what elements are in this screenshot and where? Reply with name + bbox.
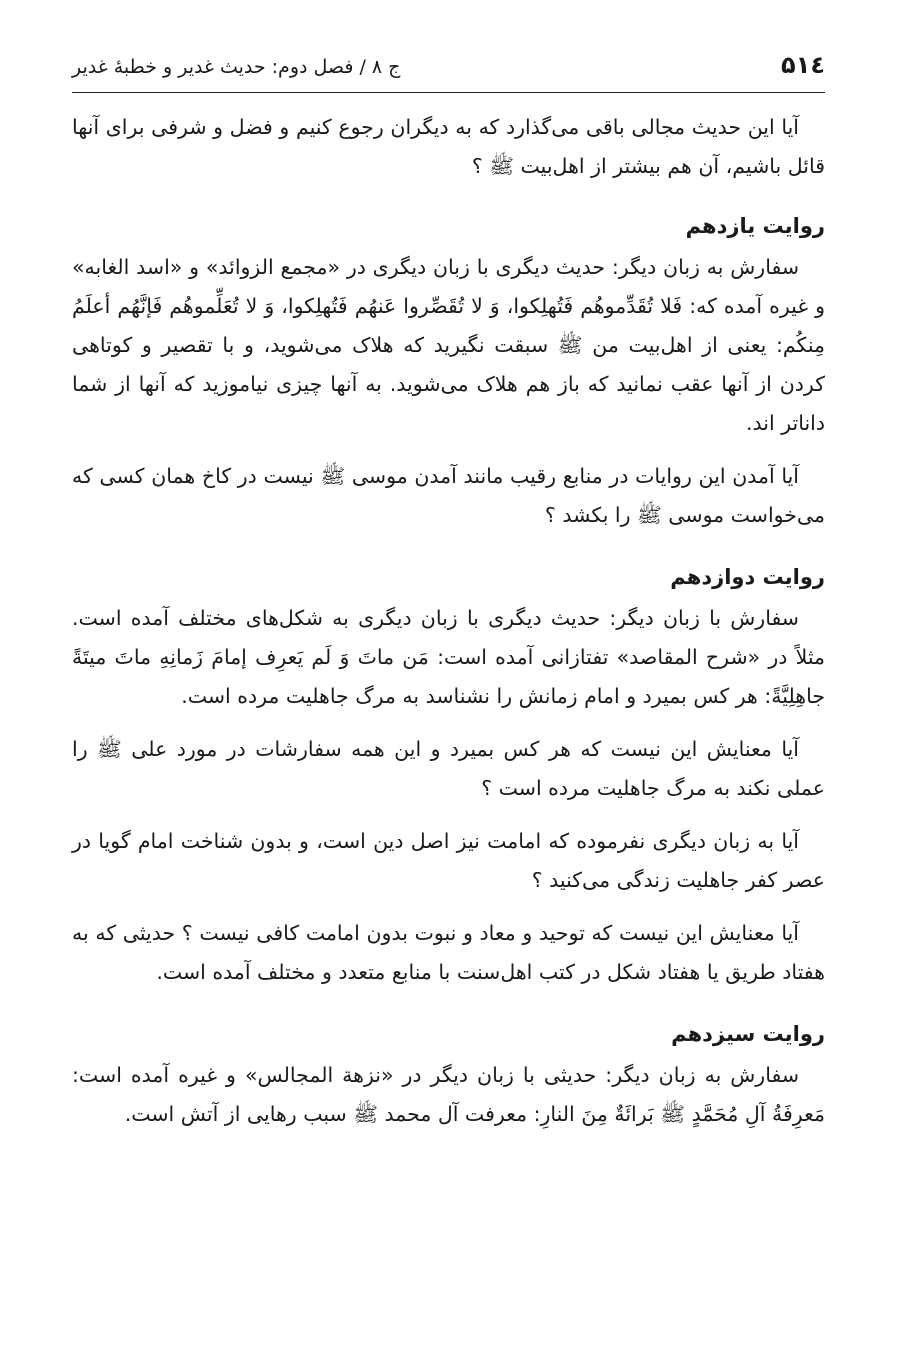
paragraph-6: آیا به زبان دیگری نفرموده که امامت نیز اصل دین است، و بدون شناخت امام گویا در عصر کفر جاهلیت زندگی می‌کنید ؟	[72, 829, 825, 892]
paragraph-2: سفارش به زبان دیگر: حدیث دیگری با زبان دیگری در «مجمع الزوائد» و «اسد الغابه» و غیره آمده که: فَلا تُقَدِّموهُم فَتُهلِکوا، وَ لا تُقَصِّروا عَنهُم فَتُهلِکوا، وَ لا تُعَلِّموهُم فَإنَّهُم أعلَمُ مِنکُم: یعنی از اهل‌بیت من ﷺ سبقت نگیرید که هلاک می‌شوید، و با تقصیر و کوتاهی کردن از آنها عقب نمانید که باز هم هلاک می‌شوید. به آنها چیزی نیاموزید که آنها از شما داناتر اند.	[72, 255, 825, 435]
running-title: ج ۸ / فصل دوم: حدیث غدیر و خطبهٔ غدیر	[72, 56, 401, 78]
paragraph-7: آیا معنایش این نیست که توحید و معاد و نبوت بدون امامت کافی نیست ؟ حدیثی که به هفتاد طریق یا هفتاد شکل در کتب اهل‌سنت با منابع متعدد و مختلف آمده است.	[72, 921, 825, 984]
paragraph-5: آیا معنایش این نیست که هر کس بمیرد و این همه سفارشات در مورد علی ﷺ را عملی نکند به مرگ جاهلیت مرده است ؟	[72, 737, 825, 800]
paragraph-3: آیا آمدن این روایات در منابع رقیب مانند آمدن موسی ﷺ نیست در کاخ همان کسی که می‌خواست موسی ﷺ را بکشد ؟	[72, 464, 825, 527]
section-heading-11: روایت یازدهم	[685, 214, 825, 238]
paragraph-8: سفارش به زبان دیگر: حدیثی با زبان دیگر در «نزهة المجالس» و غیره آمده است: مَعرِفَةُ آلِ مُحَمَّدٍ ﷺ بَرائَةٌ مِنَ النارِ: معرفت آل محمد ﷺ سبب رهایی از آتش است.	[72, 1063, 825, 1126]
section-heading-13: روایت سیزدهم	[671, 1022, 825, 1046]
header-divider	[72, 92, 825, 93]
section-heading-12: روایت دوازدهم	[670, 565, 825, 589]
paragraph-1: آیا این حدیث مجالی باقی می‌گذارد که به دیگران رجوع کنیم و فضل و شرفی برای آنها قائل باشیم، آن هم بیشتر از اهل‌بیت ﷺ ؟	[72, 115, 825, 178]
paragraph-4: سفارش با زبان دیگر: حدیث دیگری با زبان دیگری به شکل‌های مختلف آمده است. مثلاً در «شرح المقاصد» تفتازانی آمده است: مَن ماتَ وَ لَم یَعرِف إمامَ زَمانِهِ ماتَ میتَةً جاهِلِیَّةً: هر کس بمیرد و امام زمانش را نشناسد به مرگ جاهلیت مرده است.	[72, 606, 825, 708]
page-body	[72, 108, 825, 1148]
page-number: ۵۱٤	[781, 51, 825, 79]
page-header	[72, 40, 825, 80]
